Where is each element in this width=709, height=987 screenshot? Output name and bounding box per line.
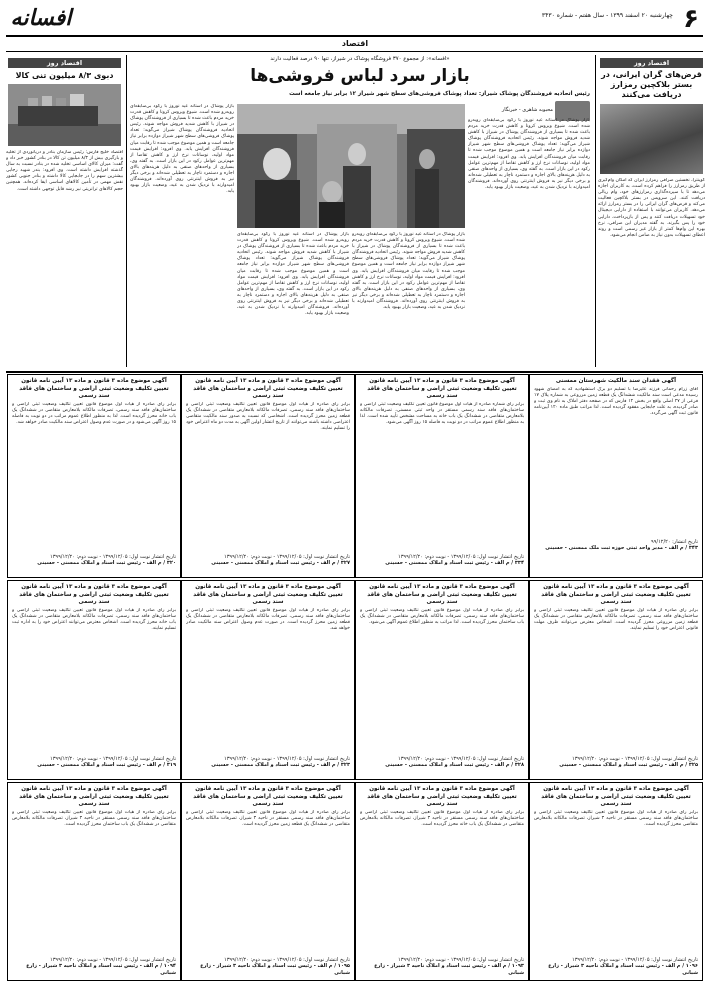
right-kicker: اقتصاد روز xyxy=(600,58,703,68)
ad-body: برابر رأی صادره از هیأت اول موضوع قانون تعیین تکلیف وضعیت ثبتی اراضی و ساختمان‌های فاقد سند رسمی، تصرفات مالکانه بلامعارض متقاضی در ششدانگ یک باب ساختمان محرز گردیده است. لذا مراتب به منظور اطلاع عموم آگهی می‌شود. xyxy=(360,607,524,625)
ad-body: آقای زرام رحمانی فرزند علیرضا با تسلیم دو برگ استشهادیه که به امضای شهود رسیده مدعی است سند مالکیت ششدانگ یک قطعه زمین مزروعی به شماره پلاک ۱۷ فرعی از ۲۷ اصلی واقع در بخش ۱۲ فارس که در صفحه دفتر املاک به نام وی ثبت و صادر گردیده، به علت جابجایی مفقود گردیده است. لذا مراتب طبق ماده ۱۲۰ آیین‌نامه قانون ثبت آگهی می‌گردد. xyxy=(534,386,698,416)
ad-signature: ۱۰۹۶ / م الف - رئیس ثبت اسناد و املاک ناحیه ۳ شیراز - زارع شبانی xyxy=(548,963,698,976)
ad-title: آگهی موضوع ماده ۳ قانون و ماده ۱۳ آیین نامه قانون تعیین تکلیف وضعیت ثبتی اراضی و ساختمان های فاقد سند رسمی xyxy=(541,584,691,605)
ad-signature: ۳۳۴ / م الف - رئیس ثبت اسناد و املاک ممسنی - حسینی xyxy=(385,560,524,566)
ad-date: تاریخ انتشار نوبت اول: ۱۳۹۹/۱۲/۰۵ - نوبت دوم: ۱۳۹۹/۱۲/۲۰ xyxy=(50,553,176,560)
ad-title: آگهی موضوع ماده ۳ قانون و ماده ۱۳ آیین نامه قانون تعیین تکلیف وضعیت ثبتی اراضی و ساختمان های فاقد سند رسمی xyxy=(367,378,517,399)
ad-date: تاریخ انتشار نوبت اول: ۱۳۹۹/۱۲/۰۵ - نوبت دوم: ۱۳۹۹/۱۲/۲۰ xyxy=(572,956,698,963)
ad-body: برابر رأی شماره صادره از هیأت اول موضوع قانون تعیین تکلیف وضعیت ثبتی اراضی و ساختمان‌های فاقد سند رسمی مستقر در واحد ثبتی ممسنی، تصرفات مالکانه بلامعارض متقاضی در ششدانگ یک باب خانه به مساحت مشخص تأیید شده است. لذا به منظور اطلاع عموم مراتب در دو نوبت به فاصله ۱۵ روز آگهی می‌شود. xyxy=(360,401,524,425)
author-byline: محبوبه شاهری - خبرنگار xyxy=(501,107,553,113)
masthead-logo: افسانه xyxy=(10,5,72,31)
left-headline: دبوی ۸/۳ میلیون تنی کالا xyxy=(15,71,114,80)
ad-title: آگهی موضوع ماده ۳ قانون و ماده ۱۳ آیین نامه قانون تعیین تکلیف وضعیت ثبتی اراضی و ساختمان های فاقد سند رسمی xyxy=(193,786,343,807)
legal-ad xyxy=(181,580,355,780)
ad-signature: ۳۲۵ / م الف - رئیس ثبت اسناد و املاک ممسنی - حسینی xyxy=(559,762,698,768)
main-headline: بازار سرد لباس فروشی‌ها xyxy=(250,66,470,86)
legal-ad xyxy=(7,580,181,780)
legal-ad xyxy=(181,374,355,578)
left-article-body: اقتصاد خلیج فارس: رئیس سازمان بنادر و دریانوردی از تخلیه و بارگیری بیش از ۸/۳ میلیون تن کالا در بنادر کشور خبر داد و گفت: میزان کالای اساسی تخلیه شده در بنادر نسبت به سال گذشته افزایش داشته است. وی افزود: بندر شهید رجایی بیشترین سهم را در جابجایی کالا داشته و بنادر جنوبی کشور نقش مهمی در تأمین کالاهای اساسی ایفا کرده‌اند. همچنین حجم کالاهای ترانزیتی نیز رشد قابل توجهی داشته است. xyxy=(6,150,123,192)
ad-signature: ۳۲۷ / م الف - رئیس ثبت اسناد و املاک ممسنی - حسینی xyxy=(211,560,350,566)
ad-date: تاریخ انتشار نوبت اول: ۱۳۹۹/۱۲/۰۵ - نوبت دوم: ۱۳۹۹/۱۲/۲۰ xyxy=(398,553,524,560)
legal-ad xyxy=(529,782,703,981)
ads-top-rule xyxy=(6,371,703,373)
legal-ad xyxy=(355,580,529,780)
ad-body: برابر رأی صادره از هیأت اول موضوع قانون تعیین تکلیف وضعیت ثبتی اراضی و ساختمان‌های فاقد سند رسمی مستقر در ناحیه ۳ شیراز، تصرفات مالکانه بلامعارض متقاضی در ششدانگ یک باب ساختمان محرز گردیده است. xyxy=(12,809,176,827)
ad-signature: ۱۰۹۳ / م الف - رئیس ثبت اسناد و املاک ناحیه ۳ شیراز - زارع شبانی xyxy=(374,963,524,976)
main-body-col-1: بازار پوشاک در آستانه عید نوروز با رکود بی‌سابقه‌ای روبه‌رو شده است. شیوع ویروس کرونا و کاهش قدرت خرید مردم باعث شده تا بسیاری از فروشندگان پوشاک در شیراز با کاهش شدید فروش مواجه شوند. رئیس اتحادیه فروشندگان پوشاک شیراز می‌گوید: تعداد پوشاک فروشی‌های سطح شهر شیراز دوازده برابر نیاز جامعه است و همین موضوع موجب شده تا رقابت میان فروشندگان افزایش یابد. وی افزود: افزایش قیمت مواد اولیه، نوسانات نرخ ارز و کاهش تقاضا از مهم‌ترین عوامل رکود در این بازار است. به گفته وی، بسیاری از واحدهای صنفی به دلیل هزینه‌های بالای اجاره و دستمزد ناچار به تعطیلی شده‌اند و برخی دیگر نیز به فروش اینترنتی روی آورده‌اند. فروشندگان امیدوارند با نزدیک شدن به عید، وضعیت بازار بهبود یابد. xyxy=(468,118,590,191)
main-body-col-3: بازار پوشاک در آستانه عید نوروز با رکود بی‌سابقه‌ای روبه‌رو شده است. شیوع ویروس کرونا و کاهش قدرت خرید مردم باعث شده تا بسیاری از فروشندگان پوشاک در شیراز با کاهش شدید فروش مواجه شوند. رئیس اتحادیه فروشندگان پوشاک شیراز می‌گوید: تعداد پوشاک فروشی‌های سطح شهر شیراز دوازده برابر نیاز جامعه است و همین موضوع موجب شده تا رقابت میان فروشندگان افزایش یابد. وی افزود: افزایش قیمت مواد اولیه، نوسانات نرخ ارز و کاهش تقاضا از مهم‌ترین عوامل رکود در این بازار است. به گفته وی، بسیاری از واحدهای صنفی به دلیل هزینه‌های بالای اجاره و دستمزد ناچار به تعطیلی شده‌اند و برخی دیگر نیز به فروش اینترنتی روی آورده‌اند. فروشندگان امیدوارند با نزدیک شدن به عید، وضعیت بازار بهبود یابد. xyxy=(352,232,465,311)
ad-date: تاریخ انتشار نوبت اول: ۱۳۹۹/۱۲/۰۵ - نوبت دوم: ۱۳۹۹/۱۲/۲۰ xyxy=(50,755,176,762)
market-photo xyxy=(237,104,465,228)
ad-title: آگهی موضوع ماده ۳ قانون و ماده ۱۳ آیین نامه قانون تعیین تکلیف وضعیت ثبتی اراضی و ساختمان های فاقد سند رسمی xyxy=(367,584,517,605)
legal-ad xyxy=(355,374,529,578)
ship-photo xyxy=(8,84,121,146)
ad-signature: ۳۱۹ / م الف - رئیس ثبت اسناد و املاک ممسنی - حسینی xyxy=(37,762,176,768)
issue-info: چهارشنبه ۲۰ اسفند ۱۳۹۹ - سال هفتم - شماره ۳۴۳۰ xyxy=(541,12,673,19)
ad-date: تاریخ انتشار نوبت اول: ۱۳۹۹/۱۲/۰۵ - نوبت دوم: ۱۳۹۹/۱۲/۲۰ xyxy=(398,956,524,963)
ad-title: آگهی موضوع ماده ۳ قانون و ماده ۱۳ آیین نامه قانون تعیین تکلیف وضعیت ثبتی اراضی و ساختمان های فاقد سند رسمی xyxy=(19,786,169,807)
ad-signature: ۱۰۹۵ / م الف - رئیس ثبت اسناد و املاک ناحیه ۳ شیراز - زارع شبانی xyxy=(200,963,350,976)
left-kicker: اقتصاد روز xyxy=(8,58,121,68)
main-lead-top: «افسانه»: از مجموع ۳۷۰ فروشگاه پوشاک در شیراز، تنها ۹۰ درصد فعالیت دارند xyxy=(270,56,450,62)
right-photo xyxy=(600,104,703,174)
ad-body: برابر رأی صادره از هیأت اول موضوع قانون تعیین تکلیف وضعیت ثبتی اراضی و ساختمان‌های فاقد سند رسمی، تصرفات مالکانه بلامعارض متقاضی در ششدانگ یک باب خانه محرز گردیده است. لذا به منظور اطلاع عموم مراتب در دو نوبت به فاصله ۱۵ روز آگهی می‌شود و در صورت عدم وصول اعتراض سند مالکیت صادر خواهد شد. xyxy=(12,401,176,425)
right-article-body: کوینترا، نخستین صرافی رمزارز ایران که امکان وام‌گیری از طریق رمزارز را فراهم کرده است، به کاربران اجازه می‌دهد تا با سپرده‌گذاری رمزارزهای خود، وام ریالی دریافت کنند. این سرویس در بستر بلاکچین فعالیت می‌کند و قرض‌های گران ایرانی را در بستر رمزارز ارائه می‌دهد. کاربران می‌توانند با استفاده از دارایی دیجیتال خود تسهیلات دریافت کنند و پس از بازپرداخت، دارایی خود را پس بگیرند. به گفته مدیران این صرافی، نرخ بهره این وام‌ها کمتر از بازار غیر رسمی است و روند اعطای تسهیلات بدون نیاز به ضامن انجام می‌شود. xyxy=(598,178,705,238)
main-body-col-2: بازار پوشاک در آستانه عید نوروز با رکود بی‌سابقه‌ای روبه‌رو شده است. شیوع ویروس کرونا و کاهش قدرت خرید مردم باعث شده تا بسیاری از فروشندگان پوشاک در شیراز با کاهش شدید فروش مواجه شوند. رئیس اتحادیه فروشندگان پوشاک شیراز می‌گوید: تعداد پوشاک فروشی‌های سطح شهر شیراز دوازده برابر نیاز جامعه است و همین موضوع موجب شده تا رقابت میان فروشندگان افزایش یابد. وی افزود: افزایش قیمت مواد اولیه، نوسانات نرخ ارز و کاهش تقاضا از مهم‌ترین عوامل رکود در این بازار است. به گفته وی، بسیاری از واحدهای صنفی به دلیل هزینه‌های بالای اجاره و دستمزد ناچار به تعطیلی شده‌اند و برخی دیگر نیز به فروش اینترنتی روی آورده‌اند. فروشندگان امیدوارند با نزدیک شدن به عید، وضعیت بازار بهبود یابد. xyxy=(130,104,234,195)
ad-title: آگهی موضوع ماده ۳ قانون و ماده ۱۳ آیین نامه قانون تعیین تکلیف وضعیت ثبتی اراضی و ساختمان های فاقد سند رسمی xyxy=(19,378,169,399)
ad-body: برابر رأی صادره از هیأت اول موضوع قانون تعیین تکلیف وضعیت ثبتی اراضی و ساختمان‌های فاقد سند رسمی مستقر در ناحیه ۳ شیراز، تصرفات مالکانه بلامعارض متقاضی در ششدانگ یک باب خانه محرز گردیده است. xyxy=(360,809,524,827)
ad-signature: ۳۲۸ / م الف - رئیس ثبت اسناد و املاک ممسنی - حسینی xyxy=(385,762,524,768)
legal-ad xyxy=(181,782,355,981)
ad-body: برابر رأی صادره از هیأت اول موضوع قانون تعیین تکلیف وضعیت ثبتی اراضی و ساختمان‌های فاقد سند رسمی، تصرفات مالکانه بلامعارض متقاضی در ششدانگ یک قطعه زمین محرز گردیده است. اشخاصی که نسبت به صدور سند مالکیت متقاضی اعتراضی داشته باشند می‌توانند از تاریخ انتشار اولین آگهی به مدت دو ماه اعتراض خود را تسلیم نمایند. xyxy=(186,401,350,431)
ad-body: برابر رأی صادره از هیأت اول موضوع قانون تعیین تکلیف وضعیت ثبتی اراضی و ساختمان‌های فاقد سند رسمی مستقر در ناحیه ۳ شیراز، تصرفات مالکانه بلامعارض متقاضی محرز گردیده است. xyxy=(534,809,698,827)
main-subhead: رئیس اتحادیه فروشندگان پوشاک شیراز: تعداد پوشاک فروشی‌های سطح شهر شیراز ۱۲ برابر نیاز جامعه است xyxy=(289,91,590,97)
ad-date: تاریخ انتشار نوبت اول: ۱۳۹۹/۱۲/۰۵ - نوبت دوم: ۱۳۹۹/۱۲/۲۰ xyxy=(224,755,350,762)
left-column-divider xyxy=(126,55,127,367)
ad-signature: ۳۲۰ / م الف - رئیس ثبت اسناد و املاک ممسنی - حسینی xyxy=(37,560,176,566)
ad-date: تاریخ انتشار نوبت اول: ۱۳۹۹/۱۲/۰۵ - نوبت دوم: ۱۳۹۹/۱۲/۲۰ xyxy=(398,755,524,762)
ad-date: تاریخ انتشار نوبت اول: ۱۳۹۹/۱۲/۰۵ - نوبت دوم: ۱۳۹۹/۱۲/۲۰ xyxy=(572,755,698,762)
right-column-divider xyxy=(595,55,596,367)
ad-title: آگهی فقدان سند مالکیت شهرستان ممسنی xyxy=(555,378,677,384)
ad-date: تاریخ انتشار: ۹۹/۱۲/۲۰ xyxy=(651,538,698,545)
section-title: اقتصاد xyxy=(341,39,369,48)
ad-title: آگهی موضوع ماده ۳ قانون و ماده ۱۳ آیین نامه قانون تعیین تکلیف وضعیت ثبتی اراضی و ساختمان های فاقد سند رسمی xyxy=(367,786,517,807)
legal-ad xyxy=(355,782,529,981)
ad-title: آگهی موضوع ماده ۳ قانون و ماده ۱۳ آیین نامه قانون تعیین تکلیف وضعیت ثبتی اراضی و ساختمان های فاقد سند رسمی xyxy=(541,786,691,807)
right-headline: قرض‌های گران ایرانی، در بستر بلاکچین رمزارز دریافت می‌کنند xyxy=(601,70,702,99)
header-rule xyxy=(6,35,703,37)
ad-title: آگهی موضوع ماده ۳ قانون و ماده ۱۳ آیین نامه قانون تعیین تکلیف وضعیت ثبتی اراضی و ساختمان های فاقد سند رسمی xyxy=(19,584,169,605)
ad-body: برابر رأی صادره از هیأت اول موضوع قانون تعیین تکلیف وضعیت ثبتی اراضی و ساختمان‌های فاقد سند رسمی، تصرفات مالکانه بلامعارض متقاضی در ششدانگ یک باب خانه محرز گردیده است. اشخاص معترض می‌توانند اعتراض خود را به اداره ثبت تسلیم نمایند. xyxy=(12,607,176,631)
ad-date: تاریخ انتشار نوبت اول: ۱۳۹۹/۱۲/۰۵ - نوبت دوم: ۱۳۹۹/۱۲/۲۰ xyxy=(50,956,176,963)
ad-signature: ۳۴۳ / م الف - مدیر واحد ثبتی حوزه ثبت ملک ممسنی - حسینی xyxy=(545,545,698,551)
ad-date: تاریخ انتشار نوبت اول: ۱۳۹۹/۱۲/۰۵ - نوبت دوم: ۱۳۹۹/۱۲/۲۰ xyxy=(224,553,350,560)
legal-ad xyxy=(529,374,703,578)
ad-title: آگهی موضوع ماده ۳ قانون و ماده ۱۳ آیین نامه قانون تعیین تکلیف وضعیت ثبتی اراضی و ساختمان های فاقد سند رسمی xyxy=(193,378,343,399)
section-rule xyxy=(6,51,703,52)
ad-signature: ۳۲۳ / م الف - رئیس ثبت اسناد و املاک ممسنی - حسینی xyxy=(211,762,350,768)
ad-body: برابر رأی صادره از هیأت اول موضوع قانون تعیین تکلیف وضعیت ثبتی اراضی و ساختمان‌های فاقد سند رسمی مستقر در ناحیه ۳ شیراز، تصرفات مالکانه بلامعارض متقاضی در ششدانگ یک قطعه زمین محرز گردیده است. xyxy=(186,809,350,827)
legal-ad xyxy=(7,782,181,981)
ad-title: آگهی موضوع ماده ۳ قانون و ماده ۱۳ آیین نامه قانون تعیین تکلیف وضعیت ثبتی اراضی و ساختمان های فاقد سند رسمی xyxy=(193,584,343,605)
ad-signature: ۱۰۹۴ / م الف - رئیس ثبت اسناد و املاک ناحیه ۳ شیراز - زارع شبانی xyxy=(26,963,176,976)
page-number: ۶ xyxy=(683,4,699,34)
legal-ad xyxy=(529,580,703,780)
ad-body: برابر رأی صادره از هیأت اول موضوع قانون تعیین تکلیف وضعیت ثبتی اراضی و ساختمان‌های فاقد سند رسمی، تصرفات مالکانه بلامعارض متقاضی در ششدانگ یک قطعه زمین مزروعی محرز گردیده است. اشخاص معترض می‌توانند ظرف مهلت قانونی اعتراض خود را تسلیم نمایند. xyxy=(534,607,698,631)
main-body-col-4: بازار پوشاک در آستانه عید نوروز با رکود بی‌سابقه‌ای روبه‌رو شده است. شیوع ویروس کرونا و کاهش قدرت خرید مردم باعث شده تا بسیاری از فروشندگان پوشاک در شیراز با کاهش شدید فروش مواجه شوند. رئیس اتحادیه فروشندگان پوشاک شیراز می‌گوید: تعداد پوشاک فروشی‌های سطح شهر شیراز دوازده برابر نیاز جامعه است و همین موضوع موجب شده تا رقابت میان فروشندگان افزایش یابد. وی افزود: افزایش قیمت مواد اولیه، نوسانات نرخ ارز و کاهش تقاضا از مهم‌ترین عوامل رکود در این بازار است. به گفته وی، بسیاری از واحدهای صنفی به دلیل هزینه‌های بالای اجاره و دستمزد ناچار به تعطیلی شده‌اند و برخی دیگر نیز به فروش اینترنتی روی آورده‌اند. فروشندگان امیدوارند با نزدیک شدن به عید، وضعیت بازار بهبود یابد. xyxy=(237,232,349,317)
ad-date: تاریخ انتشار نوبت اول: ۱۳۹۹/۱۲/۰۵ - نوبت دوم: ۱۳۹۹/۱۲/۲۰ xyxy=(224,956,350,963)
ad-body: برابر رأی صادره از هیأت اول موضوع قانون تعیین تکلیف وضعیت ثبتی اراضی و ساختمان‌های فاقد سند رسمی، تصرفات مالکانه بلامعارض متقاضی در ششدانگ یک قطعه زمین محرز گردیده است. در صورت عدم وصول اعتراض سند مالکیت صادر خواهد شد. xyxy=(186,607,350,631)
legal-ad xyxy=(7,374,181,578)
